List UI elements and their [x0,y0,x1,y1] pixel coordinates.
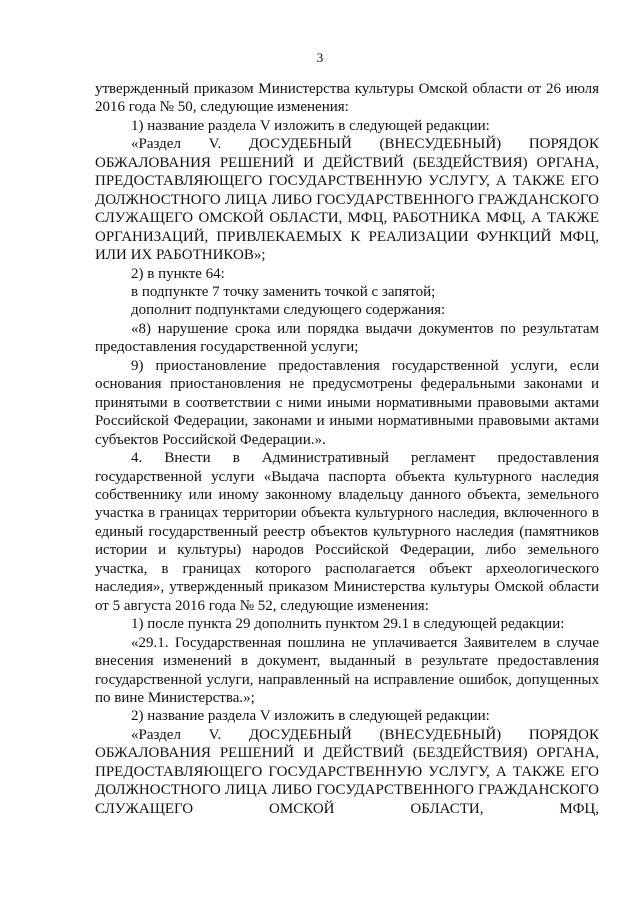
paragraph-section-v-title: «Раздел V. ДОСУДЕБНЫЙ (ВНЕСУДЕБНЫЙ) ПОРЯДОК ОБЖАЛОВАНИЯ РЕШЕНИЙ И ДЕЙСТВИЙ (БЕЗДЕЙСТВИЯ) ОРГАНА, ПРЕДОСТАВЛЯЮЩЕГО ГОСУДАРСТВЕННУЮ УСЛУГУ, А ТАКЖЕ ЕГО ДОЛЖНОСТНОГО ЛИЦА ЛИБО ГОСУДАРСТВЕННОГО ГРАЖДАНСКОГО СЛУЖАЩЕГО ОМСКОЙ ОБЛАСТИ, МФЦ, РАБОТНИКА МФЦ, А ТАКЖЕ ОРГАНИЗАЦИЙ, ПРИВЛЕКАЕМЫХ К РЕАЛИЗАЦИИ ФУНКЦИЙ МФЦ, ИЛИ ИХ РАБОТНИКОВ»; [95,136,599,264]
paragraph-intro: утвержденный приказом Министерства культуры Омской области от 26 июля 2016 года № 50, следующие изменения: [95,81,599,116]
paragraph-item-1: 1) название раздела V изложить в следующей редакции: [131,117,490,134]
paragraph-after-29: 1) после пункта 29 дополнить пунктом 29.1 в следующей редакции: [131,616,565,633]
paragraph-subitem-7: в подпункте 7 точку заменить точкой с запятой; [131,283,436,300]
page-number: 3 [316,50,324,65]
paragraph-item-4: 4. Внести в Административный регламент предоставления государственной услуги «Выдача паспорта объекта культурного наследия собственнику или иному законному владельцу данного объекта, земельного участка в границах территории объекта культурного наследия, включенного в единый государственный реестр объектов культурного наследия (памятников истории и культуры) народов Российской Федерации, либо земельного участка, в границах которого располагается объект археологического наследия», утвержденный приказом Министерства культуры Омской области от 5 августа 2016 года № 52, следующие изменения: [95,450,599,614]
paragraph-subitem-9: 9) приостановление предоставления государственной услуги, если основания приостановления не предусмотрены федеральными законами и принятыми в соответствии с ними иными нормативными правовыми актами Российской Федерации, законами и иными нормативными правовыми актами субъектов Российской Федерации.». [95,357,599,448]
paragraph-add-subitems: дополнит подпунктами следующего содержания: [131,302,446,319]
paragraph-29-1: «29.1. Государственная пошлина не уплачивается Заявителем в случае внесения изменений в документ, выданный в результате предоставления государственной услуги, направленный на исправление ошибок, допущенных по вине Министерства.»; [95,634,599,706]
paragraph-item-2-section: 2) название раздела V изложить в следующей редакции: [131,708,490,725]
document-body [95,80,599,818]
paragraph-item-2: 2) в пункте 64: [131,265,225,282]
paragraph-subitem-8: «8) нарушение срока или порядка выдачи документов по результатам предоставления государственной услуги; [95,320,599,356]
paragraph-section-v-title-continued: «Раздел V. ДОСУДЕБНЫЙ (ВНЕСУДЕБНЫЙ) ПОРЯДОК ОБЖАЛОВАНИЯ РЕШЕНИЙ И ДЕЙСТВИЙ (БЕЗДЕЙСТВИЯ) ОРГАНА, ПРЕДОСТАВЛЯЮЩЕГО ГОСУДАРСТВЕННУЮ УСЛУГУ, А ТАКЖЕ ЕГО ДОЛЖНОСТНОГО ЛИЦА ЛИБО ГОСУДАРСТВЕННОГО ГРАЖДАНСКОГО СЛУЖАЩЕГО ОМСКОЙ ОБЛАСТИ, МФЦ, [95,726,599,817]
